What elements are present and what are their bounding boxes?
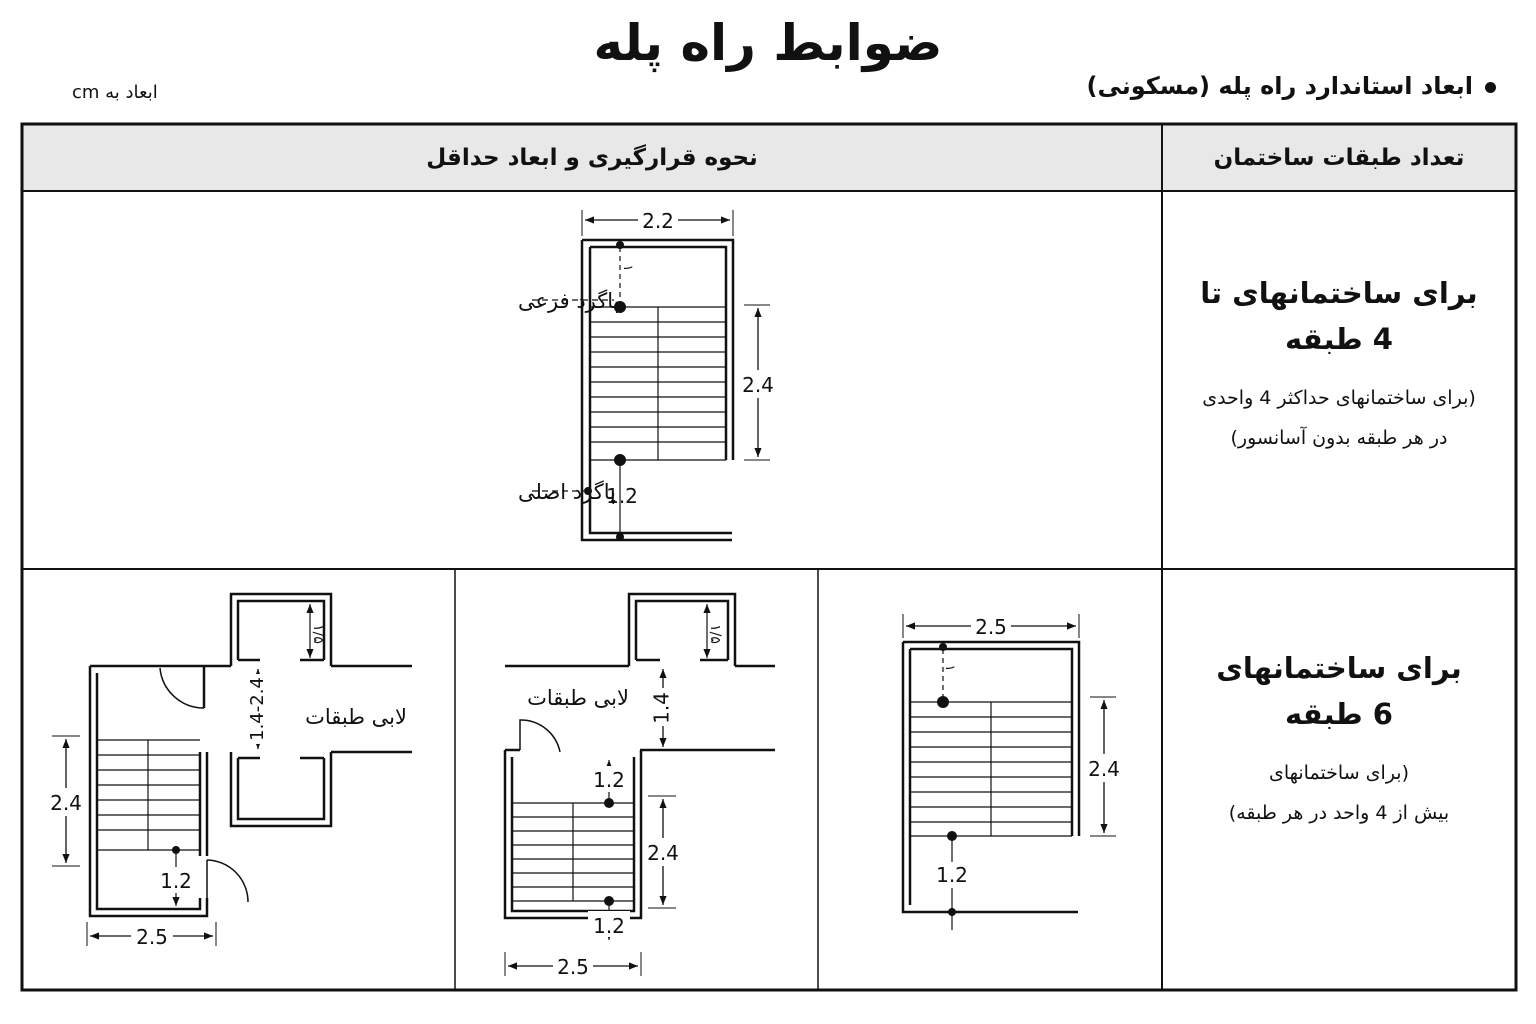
stair-plan-6floor-c: [46, 594, 412, 949]
row-title-line2: 6 طبقه: [1285, 697, 1393, 731]
stair-plan-6floor-b: [505, 594, 775, 979]
row-note-line1: (برای ساختمانهای حداکثر 4 واحدی: [1202, 387, 1476, 409]
door-swing-top: [160, 668, 204, 708]
stair-plan-4floor: [518, 206, 778, 541]
elevator-bottom-inner-wall: [238, 758, 324, 819]
landing-dim-label: 1.2: [936, 863, 968, 887]
flight-dim-label: 2.4: [50, 791, 82, 815]
lobby-dim-label: 1.4: [649, 692, 674, 724]
lobby-label: لابی طبقات: [527, 686, 629, 710]
row-title-line2: 4 طبقه: [1285, 322, 1393, 356]
width-dim-label: 2.5: [136, 925, 168, 949]
door-swing: [520, 720, 560, 752]
landing-bottom-dim-label: 1.2: [593, 914, 625, 938]
flight-dim-label: 2.4: [647, 841, 679, 865]
elevator-dim-label: ۱/۵: [310, 624, 326, 644]
row-6floor-label: [1166, 645, 1512, 833]
row-note-line2: بیش از 4 واحد در هر طبقه): [1228, 802, 1450, 824]
lobby-label: لابی طبقات: [305, 705, 407, 729]
row-note-line2: در هر طبقه بدون آسانسور): [1230, 427, 1448, 449]
row-title-line1: برای ساختمانهای تا: [1200, 276, 1478, 310]
page-title: ضوابط راه پله: [593, 14, 943, 72]
table-border: [22, 124, 1516, 990]
door-swing-bottom: [207, 860, 248, 902]
landing-dim-label: 1.2: [160, 869, 192, 893]
main-landing-label: پاگرد اصلی: [518, 480, 616, 504]
bullet-icon: [1485, 82, 1496, 93]
row-title-line1: برای ساختمانهای: [1216, 651, 1462, 685]
small-dim-label: ۱: [942, 664, 957, 672]
flight-dim-label: 2.4: [1088, 757, 1120, 781]
small-dim-label: ۱: [620, 264, 635, 272]
units-note: ابعاد به cm: [72, 82, 158, 103]
width-dim-label: 2.2: [642, 209, 674, 233]
page-subtitle: [1087, 72, 1497, 100]
sub-landing-label: پاگرد فرعی: [518, 289, 620, 313]
landing-top-dim-label: 1.2: [593, 768, 625, 792]
standards-table: [22, 124, 1516, 990]
stair-plan-6floor-a: [903, 612, 1124, 930]
lobby-dim-label: 1.4-2.4: [247, 677, 268, 741]
elevator-dim-label: ۱/۵: [707, 624, 723, 644]
width-dim-label: 2.5: [557, 955, 589, 979]
width-dim-label: 2.5: [975, 615, 1007, 639]
flight-dim-label: 2.4: [742, 373, 774, 397]
landing-dim-label: 1.2: [606, 484, 638, 508]
elevator-bottom-outer-wall: [231, 752, 331, 826]
header-layout: نحوه قرارگیری و ابعاد حداقل: [426, 145, 758, 171]
row-4floor-label: [1166, 270, 1512, 458]
header-floors: تعداد طبقات ساختمان: [1213, 145, 1465, 171]
subtitle-text: ابعاد استاندارد راه پله (مسکونی): [1086, 72, 1473, 100]
row-note-line1: (برای ساختمانهای: [1268, 762, 1410, 784]
